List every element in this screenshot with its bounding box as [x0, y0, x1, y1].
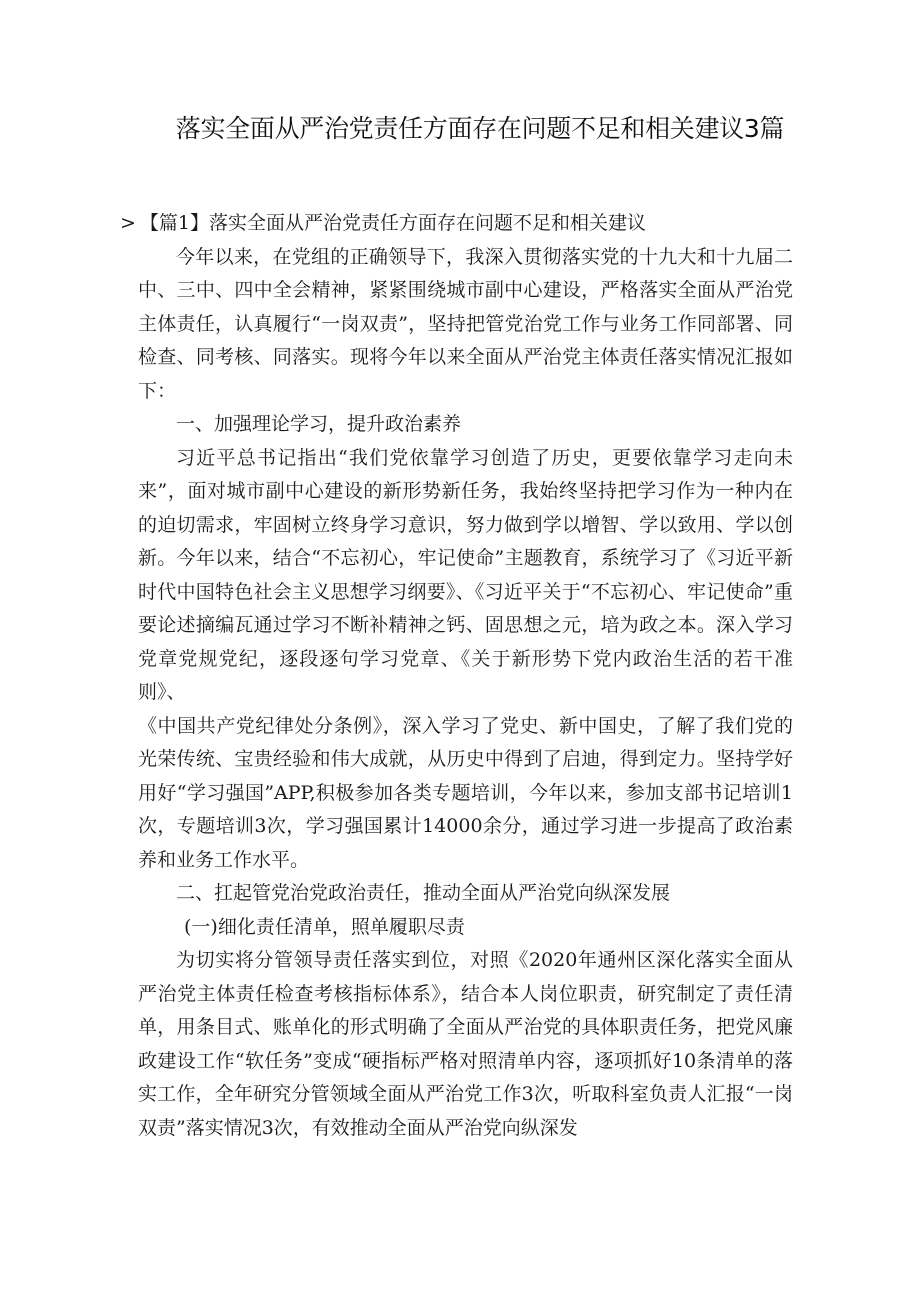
paragraph-study: 习近平总书记指出“我们党依靠学习创造了历史，更要依靠学习走向未来”，面对城市副中心建设的新形势新任务，我始终坚持把学习作为一种内在的迫切需求，牢固树立终身学习意识，努力做到学以增智、学以致用、学以创新。今年以来，结合“不忘初心，牢记使命”主题教育，系统学习了《习近平新时代中国特色社会主义思想学习纲要》、《习近平关于“不忘初心、牢记使命”重要论述摘编瓦通过学习不断补精神之钙、固思想之元，培为政之本。深入学习党章党规党纪，逐段逐句学习党章、《关于新形势下党内政治生活的若干准则》、 [138, 446, 793, 703]
section-heading [120, 207, 775, 241]
document-title: 落实全面从严治党责任方面存在问题不足和相关建议3篇 [175, 114, 785, 143]
paragraph-study-continued: 《中国共产党纪律处分条例》，深入学习了党史、新中国史，了解了我们党的光荣传统、宝贵经验和伟大成就，从历史中得到了启迪，得到定力。坚持学好用好“学习强国”APP,积极参加各类专题培训，今年以来，参加支部书记培训1次，专题培训3次，学习强国累计14000余分，通过学习进一步提高了政治素养和业务工作水平。 [138, 714, 793, 871]
document-body [120, 207, 793, 1145]
heading-part-two: 二、扛起管党治党政治责任，推动全面从严治党向纵深发展 [176, 882, 671, 904]
subheading-responsibility-list: (一)细化责任清单，照单履职尽责 [184, 915, 465, 938]
heading-part-one: 一、加强理论学习，提升政治素养 [176, 413, 462, 435]
section-heading-text: 【篇1】落实全面从严治党责任方面存在问题不足和相关建议 [139, 212, 647, 234]
paragraph-responsibility: 为切实将分管领导责任落实到位，对照《2020年通州区深化落实全面从严治党主体责任检查考核指标体系》，结合本人岗位职责，研究制定了责任清单，用条目式、账单化的形式明确了全面从严治党的具体职责任务，把党风廉政建设工作“软任务”变成“硬指标严格对照清单内容，逐项抓好10条清单的落实工作，全年研究分管领域全面从严治党工作3次，听取科室负责人汇报“一岗双责”落实情况3次，有效推动全面从严治党向纵深发 [138, 949, 793, 1139]
paragraph-intro: 今年以来，在党组的正确领导下，我深入贯彻落实党的十九大和十九届二中、三中、四中全会精神，紧紧围绕城市副中心建设，严格落实全面从严治党主体责任，认真履行“一岗双责”，坚持把管党治党工作与业务工作同部署、同检查、同考核、同落实。现将今年以来全面从严治党主体责任落实情况汇报如下： [138, 245, 793, 402]
section-marker: > [120, 212, 136, 234]
